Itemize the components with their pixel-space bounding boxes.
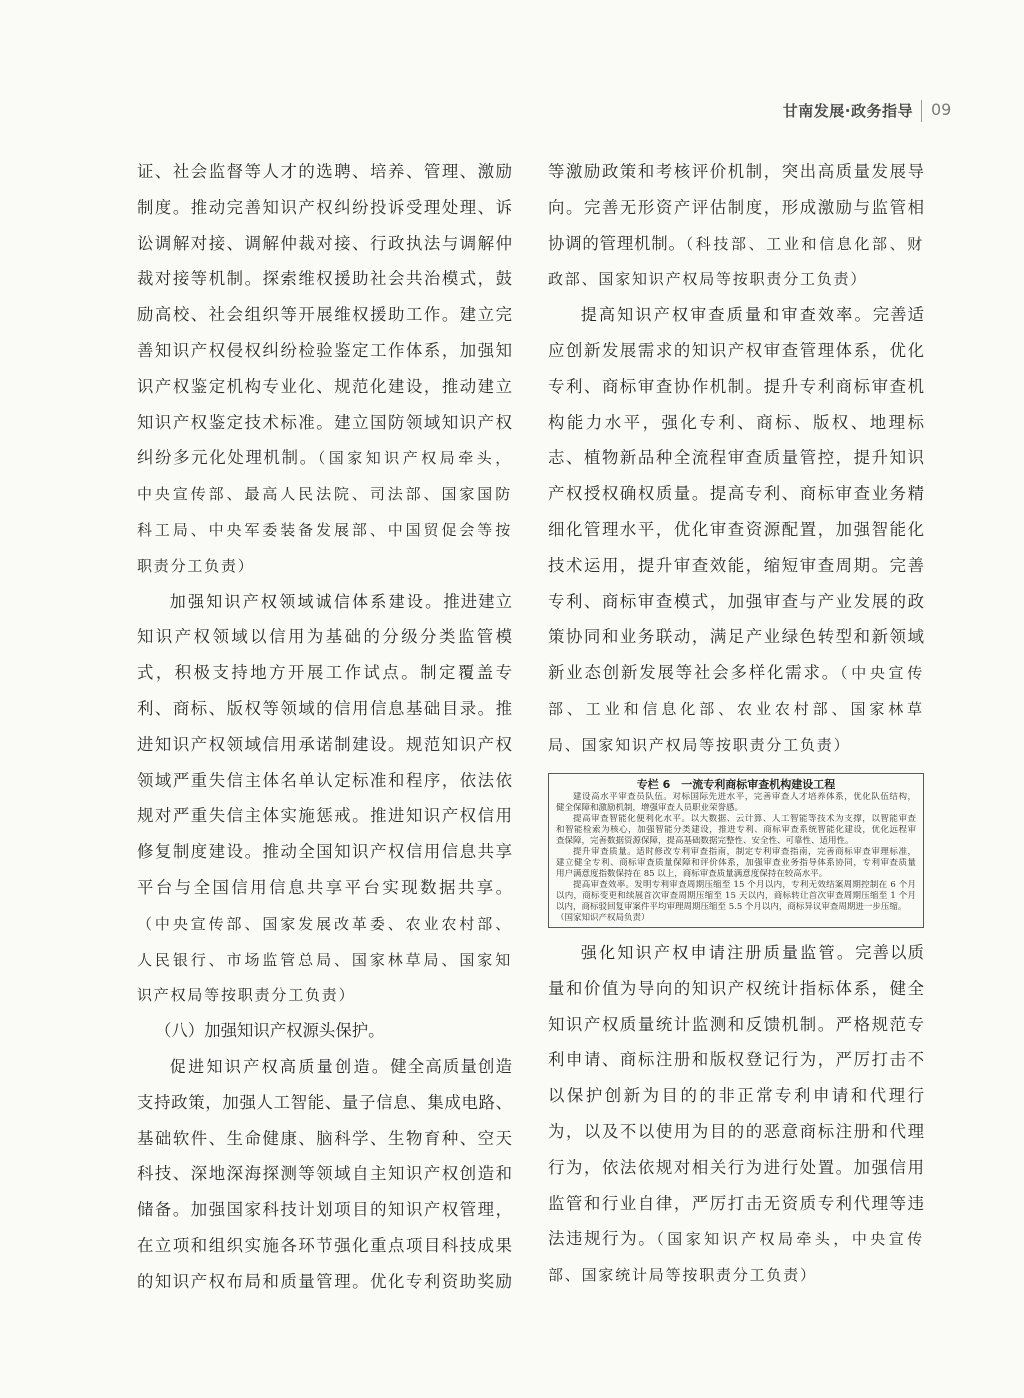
body-text: 推进建立 (443, 591, 512, 611)
paragraph (548, 154, 924, 297)
body-text: 应创新发展需求的知识产权审查管理体系，优化 (548, 340, 924, 360)
sidebar-box-title (549, 777, 923, 792)
body-text: 志、植物新品种全流程审查质量管控，提升知识 (548, 448, 924, 468)
body-text: 的知识产权布局和质量管理。优化专利资助奖励 (137, 1271, 512, 1291)
responsibility-note: 科工局、中央军委装备发展部、中国贸促会等按 (137, 520, 512, 539)
body-text: 利申请、商标注册和版权登记行为，严厉打击不 (548, 1050, 924, 1070)
sidebar-box-line: 建设高水平审查员队伍。对标国际先进水平，完善审查人才培养体系，优化队伍结构， (573, 792, 916, 802)
right-column-top (548, 154, 924, 763)
text-line (137, 512, 512, 548)
text-line (137, 906, 512, 942)
body-text: 协调的管理机制。 (548, 233, 686, 253)
text-line (548, 440, 924, 476)
text-line (137, 1192, 512, 1228)
paragraph (548, 935, 924, 1293)
sidebar-box-line: 建立健全专利、商标审查质量保障和评价体系，加强审查业务指导体系协同，专利审查质量 (556, 858, 916, 868)
body-text: 以保护创新为目的的非正常专利申请和代理行 (548, 1086, 924, 1106)
body-text: 讼调解对接、调解仲裁对接、行政执法与调解仲 (137, 233, 512, 253)
right-column-bottom (548, 935, 924, 1293)
sidebar-box-label: 专栏 6 (636, 778, 671, 791)
responsibility-note: 识产权局等按职责分工负责） (137, 986, 356, 1005)
responsibility-note: （中央宣传 (840, 664, 924, 683)
text-line (137, 834, 512, 870)
text-line (548, 1257, 924, 1293)
sidebar-box-line: 用户满意度指数保持在 85 以上，商标审查质量满意度保持在较高水平。 (556, 869, 828, 879)
sidebar-box-line: 健全保障和激励机制，增强审查人员职业荣誉感。 (556, 803, 744, 813)
text-line (548, 1007, 924, 1043)
text-line (548, 1114, 924, 1150)
text-line (137, 1156, 512, 1192)
text-line (137, 333, 512, 369)
text-line (548, 727, 924, 763)
sidebar-box-body (549, 792, 923, 924)
body-text: 知识产权领域以信用为基础的分级分类监管模 (137, 627, 512, 647)
text-line (548, 1186, 924, 1222)
text-line (137, 1085, 512, 1121)
body-text: 完善以质 (855, 943, 924, 962)
sidebar-box-line: 和智能检索为核心，加强智能分类建设，推进专利、商标审查系统智能化建设，优化远程审 (556, 825, 916, 835)
body-text: 励高校、社会组织等开展维权援助工作。建立完 (137, 305, 512, 325)
sidebar-box-items (556, 792, 916, 913)
text-line (548, 655, 924, 691)
sidebar-box-heading: 一流专利商标审查机构建设工程 (681, 778, 836, 791)
text-line (137, 261, 512, 297)
text-line (137, 691, 512, 727)
text-line (137, 226, 512, 262)
lead-phrase: 提高知识产权审查质量和审查效率。 (580, 305, 873, 325)
text-line (548, 261, 924, 297)
body-text: 制度。推动完善知识产权纠纷投诉受理处理、诉 (137, 197, 512, 217)
body-text: 领域严重失信主体名单认定标准和程序，依法依 (137, 770, 512, 790)
text-line (137, 1013, 512, 1049)
responsibility-note: （中央宣传部、国家发展改革委、农业农村部、 (137, 914, 512, 933)
body-text: 进知识产权领域信用承诺制建设。规范知识产权 (137, 734, 512, 754)
body-text: 证、社会监督等人才的选聘、培养、管理、激励 (137, 162, 512, 181)
text-line (548, 548, 924, 584)
responsibility-note: 中央宣传部、最高人民法院、司法部、国家国防 (137, 485, 512, 504)
paragraph (548, 297, 924, 762)
body-text: 策协同和业务联动，满足产业绿色转型和新领域 (548, 627, 924, 647)
sidebar-box-item (556, 792, 916, 814)
text-line (137, 440, 512, 476)
text-line (137, 1228, 512, 1264)
lead-phrase: 促进知识产权高质量创造。 (169, 1056, 391, 1076)
text-line (548, 405, 924, 441)
text-line (548, 154, 924, 190)
text-line (548, 1150, 924, 1186)
body-text: 式，积极支持地方开展工作试点。制定覆盖专 (137, 663, 512, 683)
page-number: 09 (931, 100, 952, 119)
text-line (137, 942, 512, 978)
sidebar-box-item (556, 814, 916, 847)
body-text: 利、商标、版权等领域的信用信息基础目录。推 (137, 698, 512, 718)
body-text: 等激励政策和考核评价机制，突出高质量发展导 (548, 162, 924, 181)
text-line (548, 584, 924, 620)
body-text: 行为，依法依规对相关行为进行处置。加强信用 (548, 1157, 924, 1177)
body-text: 善知识产权侵权纠纷检验鉴定工作体系，加强知 (137, 340, 512, 360)
body-text: 平台与全国信用信息共享平台实现数据共享。 (137, 877, 512, 897)
body-text: 科技、深地深海探测等领域自主知识产权创造和 (137, 1164, 512, 1184)
body-text: 法违规行为。 (548, 1229, 657, 1249)
header-divider (921, 100, 922, 122)
responsibility-note: 部、工业和信息化部、农业农村部、国家林草 (548, 699, 924, 718)
section-heading (137, 1013, 512, 1049)
text-line (548, 691, 924, 727)
text-line (137, 1049, 512, 1085)
body-text: 技术运用，提升审查效能，缩短审查周期。完善 (548, 555, 924, 575)
text-line (137, 297, 512, 333)
responsibility-note: 人民银行、市场监管总局、国家林草局、国家知 (137, 950, 512, 969)
sidebar-box-line: 提高审查智能化便利化水平。以大数据、云计算、人工智能等技术为支撑，以智能审查 (573, 814, 916, 824)
sidebar-box-line: 查保障，完善数据资源保障，提高基础数据完整性、安全性、可靠性、适用性。 (556, 836, 854, 846)
body-text: 构能力水平，强化专利、商标、版权、地理标 (548, 412, 924, 432)
text-line (137, 405, 512, 441)
body-text: 向。完善无形资产评估制度，形成激励与监管相 (548, 197, 924, 217)
text-line (548, 297, 924, 333)
paragraph (137, 1049, 512, 1300)
body-text: 识产权鉴定机构专业化、规范化建设，推动建立 (137, 376, 512, 396)
text-line (548, 1042, 924, 1078)
responsibility-note: 部、国家统计局等按职责分工负责） (548, 1266, 817, 1285)
text-line (548, 190, 924, 226)
text-line (137, 584, 512, 620)
sidebar-box-line: 提升审查质量。适时修改专利审查指南，制定专利审查指南，完善商标审查审理标准， (573, 847, 916, 857)
body-text: 储备。加强国家科技计划项目的知识产权管理， (137, 1200, 512, 1220)
body-text: 规对严重失信主体实施惩戒。推进知识产权信用 (137, 806, 512, 826)
text-line (137, 870, 512, 906)
text-line (137, 1121, 512, 1157)
body-text: 健全高质量创造 (390, 1056, 512, 1076)
sidebar-box-line: 提高审查效率。发明专利审查周期压缩至 15 个月以内，专利无效结案周期控制在 6 个月 (573, 880, 916, 890)
body-text: 纠纷多元化处理机制。 (137, 448, 318, 468)
text-line (548, 935, 924, 971)
body-text: 为，以及不以使用为目的的恶意商标注册和代理 (548, 1121, 924, 1141)
text-line (548, 476, 924, 512)
paragraph (137, 584, 512, 1014)
text-line (137, 798, 512, 834)
text-line (548, 1078, 924, 1114)
body-text: 支持政策，加强人工智能、量子信息、集成电路、 (137, 1092, 512, 1112)
responsibility-note: （国家知识产权局牵头，中央宣传 (656, 1230, 924, 1249)
text-line (548, 512, 924, 548)
responsibility-note: 局、国家知识产权局等按职责分工负责） (548, 735, 851, 754)
sidebar-box-item (556, 880, 916, 913)
sidebar-box-line: 以内，商标驳回复审案件平均审理周期压缩至 5.5 个月以内，商标异议审查周期进一步压缩。 (556, 902, 907, 912)
body-text: 完善适 (872, 305, 924, 325)
body-text: 监管和行业自律，严厉打击无资质专利代理等违 (548, 1193, 924, 1213)
text-line (548, 369, 924, 405)
responsibility-note: 职责分工负责） (137, 556, 255, 575)
responsibility-note: （科技部、工业和信息化部、财 (685, 234, 924, 253)
text-line (137, 977, 512, 1013)
text-line (137, 476, 512, 512)
body-text: 专利、商标审查模式，加强审查与产业发展的政 (548, 591, 924, 611)
text-line (137, 190, 512, 226)
body-text: 基础软件、生命健康、脑科学、生物育种、空天 (137, 1128, 512, 1148)
body-text: （八）加强知识产权源头保护。 (155, 1021, 385, 1041)
text-line (548, 619, 924, 655)
text-line (137, 619, 512, 655)
text-line (137, 655, 512, 691)
responsibility-note: （国家知识产权局牵头， (317, 449, 512, 468)
body-text: 知识产权鉴定技术标准。建立国防领域知识产权 (137, 412, 512, 432)
text-line (548, 1221, 924, 1257)
text-line (548, 971, 924, 1007)
lead-phrase: 强化知识产权申请注册质量监管。 (580, 943, 856, 962)
running-header-title: 甘南发展·政务指导 (782, 102, 913, 120)
body-text: 量和价值为导向的知识产权统计指标体系，健全 (548, 978, 924, 998)
sidebar-box-item (556, 847, 916, 880)
body-text: 细化管理水平，优化审查资源配置，加强智能化 (548, 519, 924, 539)
responsibility-note: 政部、国家知识产权局等按职责分工负责） (548, 270, 868, 289)
text-line (137, 1264, 512, 1300)
body-text: 修复制度建设。推动全国知识产权信用信息共享 (137, 842, 512, 862)
left-column (137, 154, 512, 1300)
body-text: 专利、商标审查协作机制。提升专利商标审查机 (548, 376, 924, 396)
body-text: 产权授权确权质量。提高专利、商标审查业务精 (548, 484, 924, 504)
sidebar-box-line: 以内，商标变更和续展首次审查周期压缩至 15 天以内，商标转让首次审查周期压缩至 1 个月 (556, 891, 916, 901)
text-line (137, 763, 512, 799)
text-line (137, 727, 512, 763)
body-text: 知识产权质量统计监测和反馈机制。严格规范专 (548, 1014, 924, 1034)
body-text: 裁对接等机制。探索维权援助社会共治模式，鼓 (137, 269, 512, 289)
text-line (548, 333, 924, 369)
sidebar-box-source: （国家知识产权局负责） (556, 913, 650, 923)
text-line (137, 369, 512, 405)
lead-phrase: 加强知识产权领域诚信体系建设。 (169, 591, 444, 611)
body-text: 在立项和组织实施各环节强化重点项目科技成果 (137, 1235, 512, 1255)
body-text: 新业态创新发展等社会多样化需求。 (548, 663, 841, 683)
sidebar-box (548, 773, 924, 928)
paragraph (137, 154, 512, 584)
text-line (137, 548, 512, 584)
text-line (548, 226, 924, 262)
text-line (137, 154, 512, 190)
